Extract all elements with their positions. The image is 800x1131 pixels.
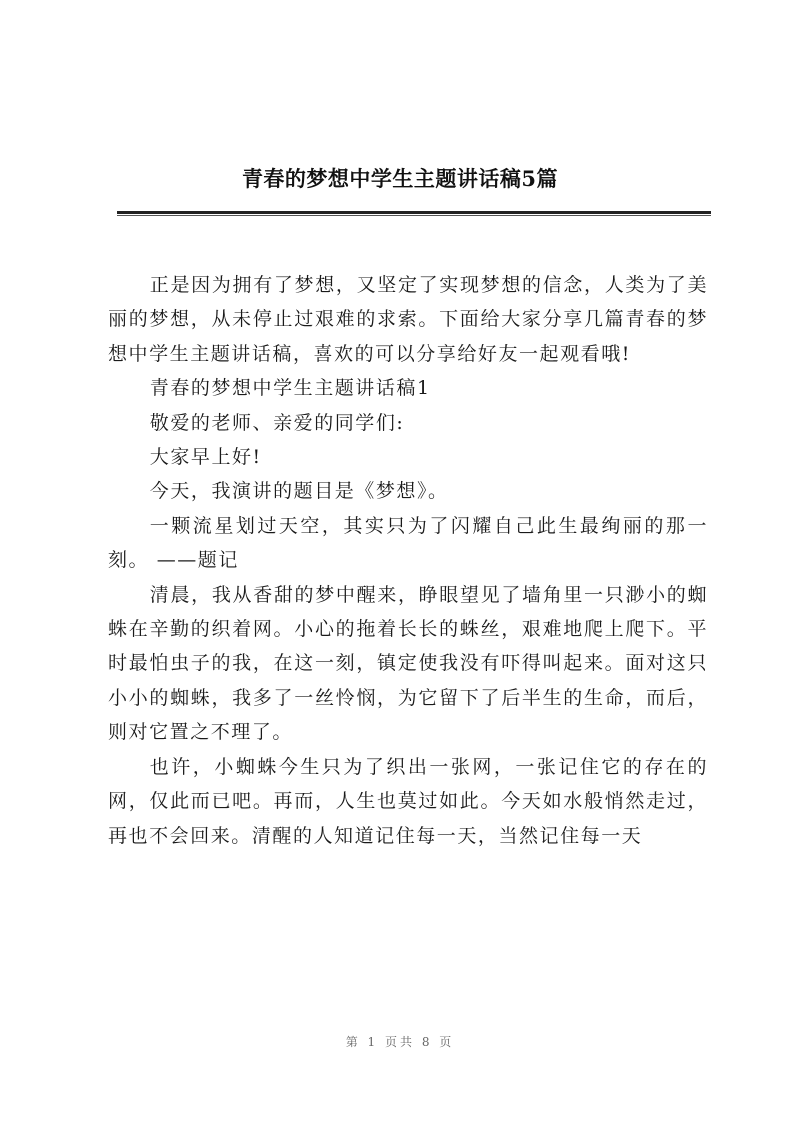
salutation: 敬爱的老师、亲爱的同学们: <box>149 411 405 434</box>
title-divider-thin <box>117 215 711 216</box>
body-paragraph: 也许，小蜘蛛今生只为了织出一张网，一张记住它的存在的网，仅此而已吧。再而，人生也莫过如此。今天如水般悄然走过，再也不会回来。清醒的人知道记住每一天，当然记住每一天 <box>108 755 708 847</box>
section-heading: 青春的梦想中学生主题讲话稿1 <box>149 377 431 400</box>
document-body <box>108 268 708 853</box>
page-title: 青春的梦想中学生主题讲话稿5篇 <box>241 166 559 191</box>
intro-paragraph: 正是因为拥有了梦想，又坚定了实现梦想的信念，人类为了美丽的梦想，从未停止过艰难的求索。下面给大家分享几篇青春的梦想中学生主题讲话稿，喜欢的可以分享给好友一起观看哦! <box>108 274 708 365</box>
greeting: 大家早上好! <box>149 446 262 469</box>
page-number: 第 1 页共 8 页 <box>345 1035 455 1049</box>
epigraph: 一颗流星划过天空，其实只为了闪耀自己此生最绚丽的那一刻。 ——题记 <box>108 514 708 572</box>
speech-topic: 今天，我演讲的题目是《梦想》。 <box>149 480 449 503</box>
title-divider <box>117 211 711 214</box>
body-paragraph: 清晨，我从香甜的梦中醒来，睁眼望见了墙角里一只渺小的蜘蛛在辛勤的织着网。小心的拖着长长的蛛丝，艰难地爬上爬下。平时最怕虫子的我，在这一刻，镇定使我没有吓得叫起来。面对这只小小的蜘蛛，我多了一丝怜悯，为它留下了后半生的生命，而后，则对它置之不理了。 <box>108 583 708 744</box>
